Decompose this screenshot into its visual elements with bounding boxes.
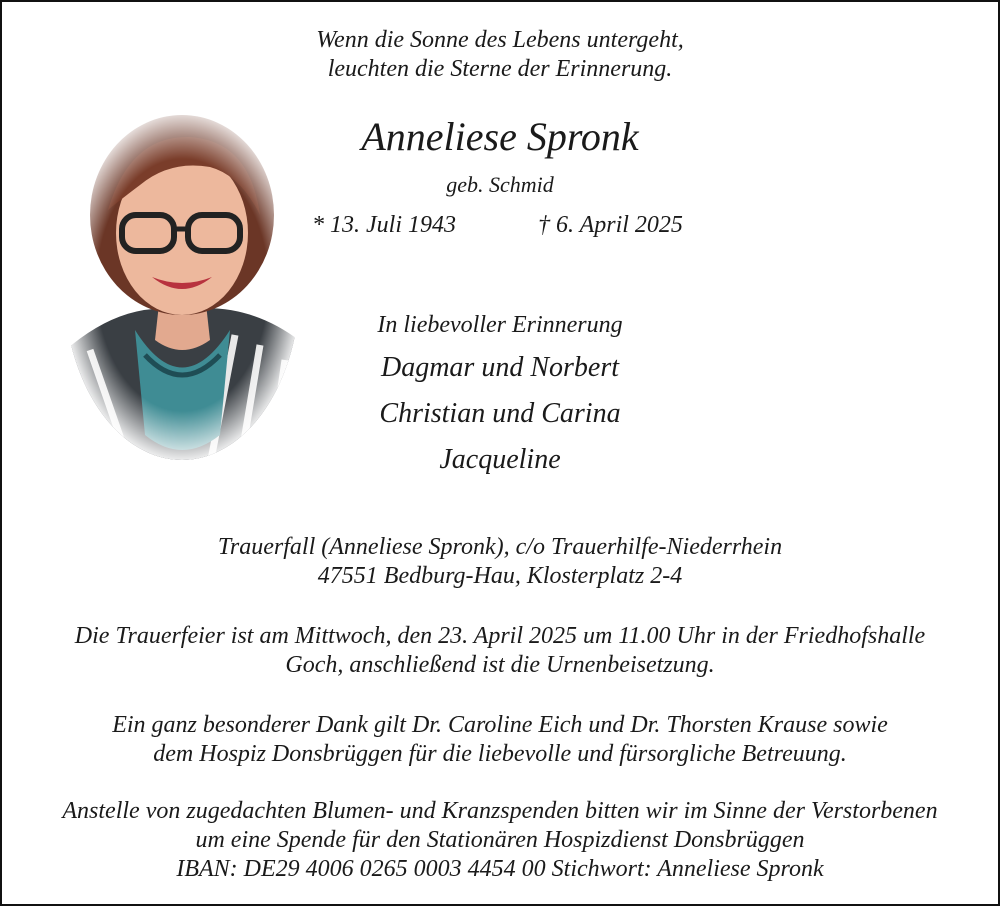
motto-line-1: Wenn die Sonne des Lebens untergeht,: [316, 27, 684, 53]
mourner-3: Jacqueline: [439, 444, 561, 475]
donation-line-2: um eine Spende für den Stationären Hospizdienst Donsbrüggen: [195, 827, 805, 853]
address-line-1: Trauerfall (Anneliese Spronk), c/o Trauerhilfe-Niederrhein: [217, 534, 783, 560]
thanks-line-2: dem Hospiz Donsbrüggen für die liebevolle und fürsorgliche Betreuung.: [153, 741, 847, 767]
mourner-1: Dagmar und Norbert: [380, 352, 619, 383]
address-line-2: 47551 Bedburg-Hau, Klosterplatz 2-4: [317, 563, 683, 589]
deceased-name: Anneliese Spronk: [361, 114, 639, 159]
thanks-line-1: Ein ganz besonderer Dank gilt Dr. Caroline Eich und Dr. Thorsten Krause sowie: [112, 712, 888, 738]
donation-line-1: Anstelle von zugedachten Blumen- und Kranzspenden bitten wir im Sinne der Verstorbenen: [62, 798, 938, 824]
death-date: † 6. April 2025: [538, 212, 683, 238]
mourner-2: Christian und Carina: [379, 398, 621, 429]
birth-date: * 13. Juli 1943: [312, 212, 456, 238]
memory-line: In liebevoller Erinnerung: [377, 312, 623, 338]
donation-iban: IBAN: DE29 4006 0265 0003 4454 00 Stichwort: Anneliese Spronk: [176, 856, 824, 882]
ceremony-line-2: Goch, anschließend ist die Urnenbeisetzung.: [285, 652, 715, 678]
motto-line-2: leuchten die Sterne der Erinnerung.: [327, 56, 673, 82]
ceremony-line-1: Die Trauerfeier ist am Mittwoch, den 23. April 2025 um 11.00 Uhr in der Friedhofshalle: [74, 623, 926, 649]
maiden-name: geb. Schmid: [446, 172, 554, 197]
